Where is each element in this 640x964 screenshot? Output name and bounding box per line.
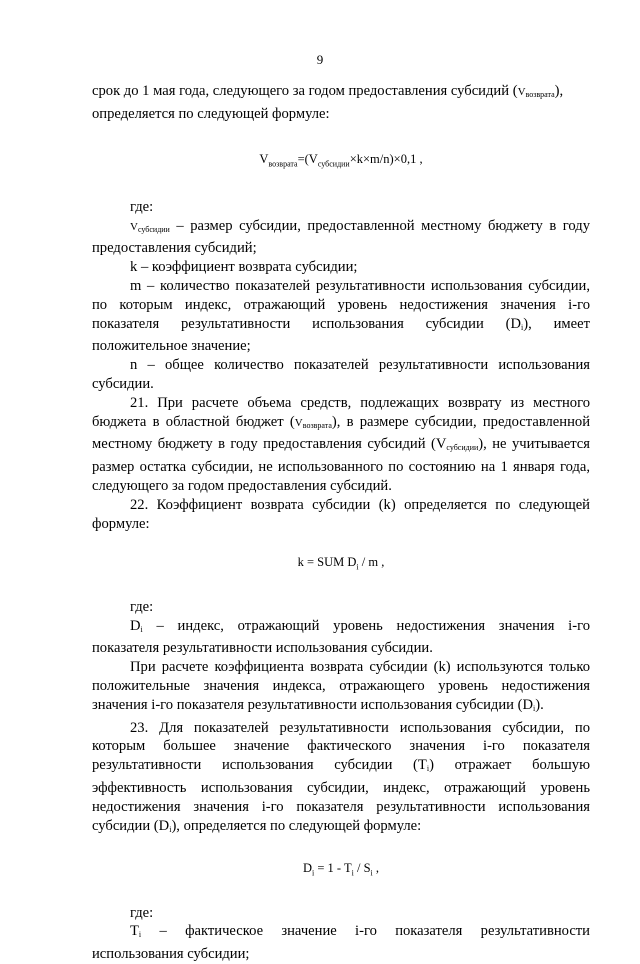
paragraph-text: ), определяется по следующей формуле: bbox=[171, 817, 422, 834]
formula-subscript: субсидии bbox=[317, 159, 350, 169]
v-subscript: возврата bbox=[302, 420, 332, 430]
v-symbol: V bbox=[517, 86, 526, 98]
definition-text: – размер субсидии, предоставленной местному бюджету в году предоставления субсидий; bbox=[92, 217, 590, 257]
formula-end: , bbox=[419, 151, 423, 166]
definition-n: n – общее количество показателей результативности использования субсидии. bbox=[92, 357, 590, 393]
formula-subscript: i bbox=[312, 868, 315, 878]
formula-text: / m bbox=[358, 555, 379, 570]
definition-v-subsidii bbox=[92, 217, 590, 259]
formula-rest: ×k×m/n)×0,1 bbox=[349, 151, 417, 166]
subscript-i: i bbox=[521, 322, 524, 332]
subscript-i: i bbox=[169, 824, 172, 834]
subscript-i: i bbox=[140, 624, 143, 634]
subscript-i: i bbox=[138, 930, 142, 940]
paragraph-21 bbox=[92, 394, 590, 496]
paragraph-22: 22. Коэффициент возврата субсидии (k) определяется по следующей формуле: bbox=[92, 496, 590, 532]
paragraph-text: ), в размере субсидии, предоставленной местному бюджету в году предоставления субсидий (V bbox=[92, 413, 591, 453]
formula-k bbox=[92, 553, 590, 577]
paragraph-text: 23. Для показателей результативности использования субсидии, по которым большее значение фактического значения i-го показателя результативности использования субсидии (T bbox=[92, 719, 590, 774]
where-label-1: где: bbox=[130, 198, 154, 215]
paragraph-text: ) отражает большую эффективность использования субсидии, индекс, отражающий уровень недостижения значения i-го показателя результативности использования субсидии (D bbox=[92, 757, 590, 834]
definition-t-i bbox=[92, 922, 590, 964]
paragraph-text-end: ). bbox=[535, 696, 544, 713]
paragraph-text: При расчете коэффициента возврата субсидии (k) используются только положительные значения индекса, отражающего уровень недостижения значения i-го показателя результативности использования субсидии (D bbox=[92, 659, 590, 713]
formula-operator: =( bbox=[297, 151, 309, 166]
formula-text: / S bbox=[353, 861, 371, 876]
paragraph-calc bbox=[92, 658, 590, 718]
formula-text: k = SUM D bbox=[297, 555, 357, 570]
formula-subscript: возврата bbox=[268, 159, 298, 169]
definition-d-i bbox=[92, 617, 590, 659]
formula-end: , bbox=[381, 555, 385, 570]
formula-text: D bbox=[302, 861, 312, 876]
formula-subscript: i bbox=[351, 868, 354, 878]
definition-m bbox=[92, 277, 590, 356]
formula-v-vozvrata bbox=[92, 150, 590, 174]
definition-text: – индекс, отражающий уровень недостижения значения i-го показателя результативности использования субсидии. bbox=[92, 617, 590, 657]
formula-d-i bbox=[92, 859, 590, 883]
v-subscript: субсидии bbox=[137, 224, 170, 234]
v-subscript: возврата bbox=[525, 90, 555, 99]
where-label-3: где: bbox=[130, 904, 154, 921]
v-subscript: субсидии bbox=[446, 443, 479, 453]
paragraph-text: 21. При расчете объема средств, подлежащих возврату из местного бюджета в областной бюджет ( bbox=[92, 394, 590, 430]
formula-end: , bbox=[375, 861, 380, 876]
t-symbol: T bbox=[130, 923, 139, 940]
definition-text: – фактическое значение i-го показателя результативности использования субсидии; bbox=[92, 923, 590, 963]
formula-subscript: i bbox=[370, 868, 373, 878]
subscript-i: i bbox=[426, 764, 430, 774]
where-label-2: где: bbox=[130, 598, 154, 615]
definition-text-end: ), имеет положительное значение; bbox=[92, 315, 590, 355]
page-number: 9 bbox=[316, 52, 324, 67]
v-symbol: V bbox=[130, 220, 138, 233]
intro-formula-lead: определяется по следующей формуле: bbox=[92, 105, 330, 122]
intro-text: срок до 1 мая года, следующего за годом предоставления субсидий ( bbox=[92, 83, 518, 99]
d-symbol: D bbox=[130, 617, 141, 634]
subscript-i: i bbox=[533, 703, 536, 713]
paragraph-23 bbox=[92, 719, 590, 840]
definition-k: k – коэффициент возврата субсидии; bbox=[130, 259, 358, 276]
formula-symbol: V bbox=[308, 151, 318, 166]
formula-subscript: i bbox=[356, 562, 359, 572]
formula-text: = 1 - T bbox=[314, 861, 352, 876]
paragraph-text: ), не учитывается размер остатка субсидии, не использованного по состоянию на 1 января года, следующего за годом предоставления субсидий. bbox=[92, 436, 590, 495]
intro-text-end: ), bbox=[554, 83, 564, 99]
formula-symbol: V bbox=[259, 151, 269, 166]
paragraph-intro bbox=[92, 82, 590, 124]
v-symbol: V bbox=[294, 416, 303, 429]
definition-text: m – количество показателей результативности использования субсидии, по которым индекс, отражающий уровень недостижения значения i-го показателя результативности использования субсидии (D bbox=[92, 278, 590, 332]
page-body bbox=[92, 82, 590, 964]
